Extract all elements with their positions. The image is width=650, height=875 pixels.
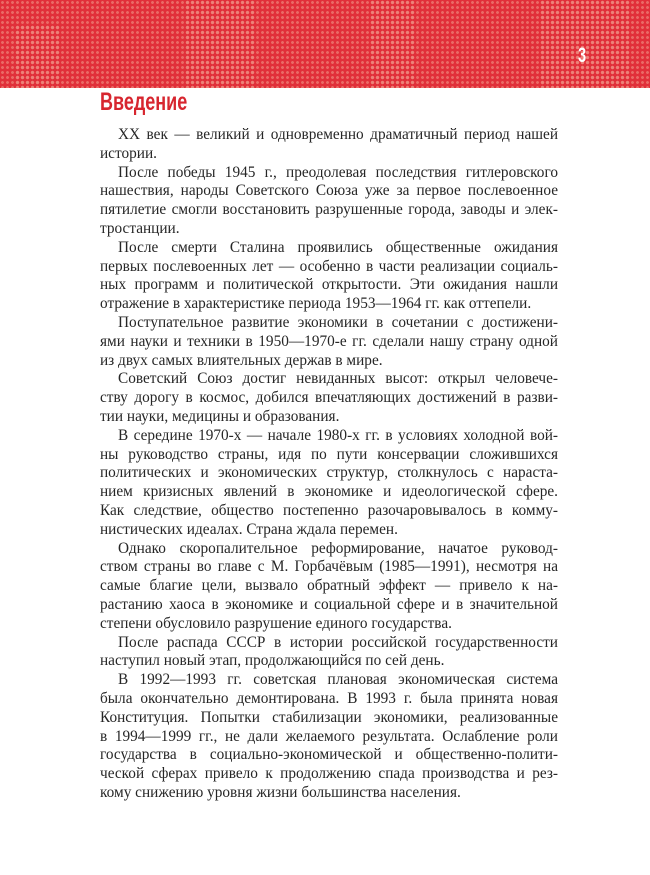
text-line: ством страны во главе с М. Горбачёвым (1985—1991), несмотря на <box>100 558 558 576</box>
body-text <box>100 126 558 803</box>
page-title: Введение <box>100 88 188 116</box>
text-line: истории. <box>100 144 157 162</box>
text-line: отражение в характеристике периода 1953—1964 гг. как оттепели. <box>100 295 532 313</box>
paragraph <box>100 427 558 540</box>
text-line: тростанции. <box>100 219 180 237</box>
text-line: В середине 1970-х — начале 1980-х гг. в условиях холодной вой- <box>118 426 558 444</box>
paragraph <box>100 164 558 239</box>
text-line: ны руководство страны, идя по пути консервации сложившихся <box>100 445 558 463</box>
text-line: Поступательное развитие экономики в сочетании с достижени- <box>118 313 558 331</box>
page-number: 3 <box>578 44 587 67</box>
text-line: пятилетие смогли восстановить разрушенные города, заводы и элек- <box>100 201 558 219</box>
halftone-patch <box>15 25 60 88</box>
text-line: XX век — великий и одновременно драматичный период нашей <box>118 126 558 143</box>
text-line: из двух самых влиятельных держав в мире. <box>100 351 383 369</box>
text-line: После победы 1945 г., преодолевая последствия гитлеровского <box>118 163 558 181</box>
paragraph <box>100 314 558 370</box>
text-line: нием кризисных явлений в экономике и идеологической сфере. <box>100 483 558 501</box>
text-line: Однако скоропалительное реформирование, начатое руковод- <box>118 539 558 557</box>
text-line: кому снижению уровня жизни большинства населения. <box>100 783 461 801</box>
text-line: В 1992—1993 гг. советская плановая экономическая система <box>118 671 558 689</box>
text-line: нистических идеалах. Страна ждала перемен. <box>100 520 398 538</box>
text-line: была окончательно демонтирована. В 1993 г. была принята новая <box>100 689 558 707</box>
text-line: Советский Союз достиг невиданных высот: открыл человече- <box>118 370 558 388</box>
text-line: ных программ и политической открытости. Эти ожидания нашли <box>100 276 558 294</box>
text-line: степени обусловило разрушение единого государства. <box>100 614 452 632</box>
text-line: наступил новый этап, продолжающийся по сей день. <box>100 652 445 670</box>
text-line: государства в социально-экономической и общественно-полити- <box>100 746 558 764</box>
paragraph <box>100 239 558 314</box>
text-line: самые благие цели, вызвало обратный эффект — привело к на- <box>100 577 558 595</box>
text-line: первых послевоенных лет — особенно в части реализации социаль- <box>100 257 558 275</box>
text-line: После распада СССР в истории российской государственности <box>118 633 558 651</box>
text-line: ческой сферах привело к продолжению спада производства и рез- <box>100 765 558 783</box>
halftone-patch <box>370 0 415 88</box>
text-line: растанию хаоса в экономике и социальной сфере и в значительной <box>100 595 558 613</box>
halftone-patch <box>185 0 255 88</box>
header-band <box>0 0 650 88</box>
text-line: нашествия, народы Советского Союза уже за первое послевоенное <box>100 182 558 200</box>
text-line: После смерти Сталина проявились общественные ожидания <box>118 238 558 256</box>
text-line: Конституция. Попытки стабилизации экономики, реализованные <box>100 708 558 726</box>
text-line: Как следствие, общество постепенно разочаровывалось в комму- <box>100 501 558 519</box>
paragraph <box>100 540 558 634</box>
paragraph <box>100 126 558 164</box>
text-line: политических и экономических структур, столкнулось с нараста- <box>100 464 558 482</box>
text-line: в 1994—1999 гг., не дали желаемого результата. Ослабление роли <box>100 727 558 745</box>
paragraph <box>100 634 558 672</box>
paragraph <box>100 370 558 426</box>
text-line: ями науки и техники в 1950—1970-е гг. сделали нашу страну одной <box>100 332 558 350</box>
paragraph <box>100 671 558 803</box>
text-line: тии науки, медицины и образования. <box>100 407 340 425</box>
text-line: ству дорогу в космос, добился впечатляющих достижений в разви- <box>100 389 558 407</box>
